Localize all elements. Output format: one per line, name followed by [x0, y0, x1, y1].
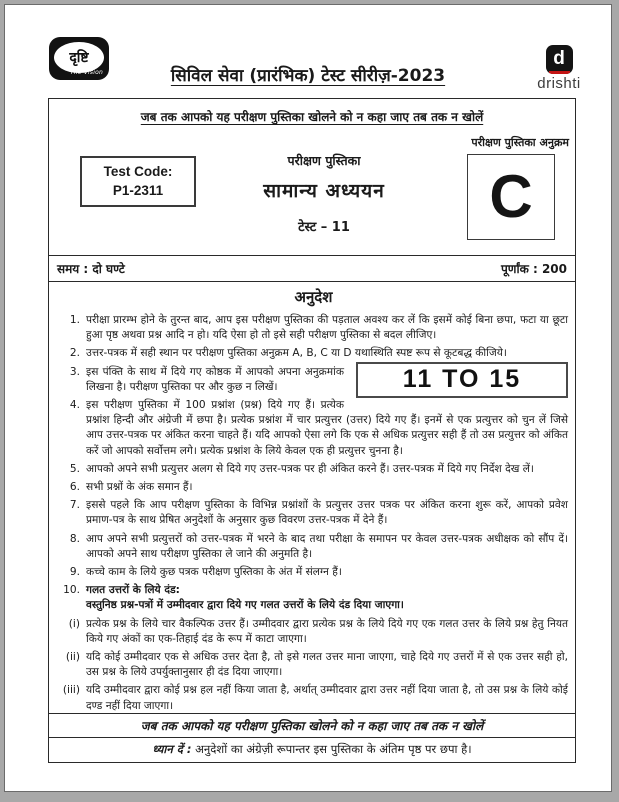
instruction-item: 1. परीक्षा प्रारम्भ होने के तुरन्त बाद, आप इस परीक्षण पुस्तिका की पड़ताल अवश्य कर लें कि इसमें कोई बिना छपा, फटा या छूटा हुआ पृष्ठ अथवा प्रश्न आदि न हो। यदि ऐसा हो तो इसे सही परीक्षण पुस्तिका से बदल लीजिए। — [69, 314, 568, 342]
time-label: समय : दो घण्टे — [57, 262, 125, 276]
instruction-item: 6. सभी प्रश्नों के अंक समान हैं। — [69, 481, 193, 494]
test-code-label: Test Code: — [103, 164, 173, 180]
instructions-section — [49, 282, 575, 713]
instruction-item: 9. कच्चे काम के लिये कुछ पत्रक परीक्षण पुस्तिका के अंत में संलग्न हैं। — [69, 566, 342, 579]
drishti-app-logo — [524, 45, 594, 92]
logo-red-bar — [549, 71, 570, 74]
instruction-item: 8. आप अपने सभी प्रत्युत्तरों को उत्तर-पत्रक में भरने के बाद तथा परीक्षा के समापन पर केवल उत्तर-पत्रक अधीक्षक को सौंप दें। आपको अपने साथ परीक्षण पुस्तिका ले जाने की अनुमति है। — [69, 532, 568, 560]
series-letter: C — [489, 163, 533, 230]
instructions-heading: अनुदेश — [294, 288, 333, 306]
logo-wordmark: दृष्टि — [69, 49, 89, 66]
test-code-box — [80, 156, 196, 207]
subject-title: सामान्य अध्ययन — [263, 180, 385, 202]
booklet-label: परीक्षण पुस्तिका — [287, 153, 361, 168]
booklet-cover-page — [4, 4, 612, 792]
note-label: ध्यान दें : — [152, 742, 192, 756]
marks-label: पूर्णांक : 200 — [500, 262, 567, 276]
cover-main-box — [48, 98, 576, 763]
booklet-title-block — [199, 152, 449, 235]
do-not-open-warning-top: जब तक आपको यह परीक्षण पुस्तिका खोलने को न कहा जाए तब तक न खोलें — [140, 110, 484, 124]
cover-top-section — [49, 99, 575, 255]
penalty-item: (ii) यदि कोई उम्मीदवार एक से अधिक उत्तर देता है, तो इसे गलत उत्तर माना जाएगा, चाहे दिये गए उत्तरों में से एक उत्तर सही हो, उस प्रश्न के लिये उपर्युक्तानुसार ही दंड दिया जाएगा। — [65, 651, 568, 679]
do-not-open-warning-bottom: जब तक आपको यह परीक्षण पुस्तिका खोलने को न कहा जाए तब तक न खोलें — [49, 713, 575, 738]
drishti-vision-logo — [49, 37, 109, 80]
penalty-subheading: वस्तुनिष्ठ प्रश्न-पत्रों में उम्मीदवार द्वारा दिये गए गलत उत्तरों के लिये दंड दिया जाएगा। — [86, 599, 404, 612]
cover-bottom-section — [49, 713, 575, 762]
instruction-item: 11 TO 15 3. इस पंक्ति के साथ में दिये गए कोष्ठक में आपको अपना अनुक्रमांक लिखना है। परीक्षण पुस्तिका पर और कुछ न लिखें। — [59, 365, 568, 395]
penalty-item: (i) प्रत्येक प्रश्न के लिये चार वैकल्पिक उत्तर हैं। उम्मीदवार द्वारा प्रत्येक प्रश्न के लिये दिये गए एक गलत उत्तर के लिये प्रश्न हेतु नियत किये गए अंकों का एक-तिहाई दंड के रूप में काटा जाएगा। — [68, 617, 568, 645]
penalty-heading: गलत उत्तरों के लिये दंड: — [86, 584, 180, 597]
time-marks-band — [49, 255, 575, 282]
test-number: टेस्ट – 11 — [298, 220, 350, 235]
instruction-item-penalty-heading: 10. गलत उत्तरों के लिये दंड: वस्तुनिष्ठ प्रश्न-पत्रों में उम्मीदवार द्वारा दिये गए गलत उत्तरों के लिये दंड दिया जाएगा। — [59, 583, 568, 613]
booklet-series-label: परीक्षण पुस्तिका अनुक्रम — [471, 136, 569, 149]
english-version-note — [49, 738, 575, 762]
drishti-label: drishti — [537, 75, 581, 92]
roll-number-box: 11 TO 15 — [356, 362, 568, 398]
instruction-item: 7. इससे पहले कि आप परीक्षण पुस्तिका के विभिन्न प्रश्नांशों के प्रत्युत्तर उत्तर पत्रक पर अंकित करना शुरू करें, आपको प्रवेश प्रमाण-पत्र के साथ प्रेषित अनुदेशों के अनुसार कुछ विवरण उत्तर-पत्रक में देने हैं। — [69, 499, 568, 527]
instruction-item: 4. इस परीक्षण पुस्तिका में 100 प्रश्नांश (प्रश्न) दिये गए हैं। प्रत्येक प्रश्नांश हिन्दी और अंग्रेजी में छपा है। प्रत्येक प्रश्नांश में चार प्रत्युत्तर (उत्तर) दिये गए हैं। इनमें से एक प्रत्युत्तर को चुन लें जिसे आप उत्तर-पत्रक पर अंकित करना चाहते हैं। यदि आपको ऐसा लगे कि एक से अधिक प्रत्युत्तर सही हैं तो उस प्रत्युत्तर को अंकित करें जो आपको सर्वोत्तम लगे। प्रत्येक प्रश्नांश के लिये केवल एक ही प्रत्युत्तर चुनना है। — [69, 399, 568, 457]
instruction-item: 5. आपको अपने सभी प्रत्युत्तर अलग से दिये गए उत्तर-पत्रक पर ही अंकित करने हैं। उत्तर-पत्रक में दिये गए निर्देश देख लें। — [69, 462, 534, 475]
penalty-item: (iii) यदि उम्मीदवार द्वारा कोई प्रश्न हल नहीं किया जाता है, अर्थात् उम्मीदवार द्वारा उत्तर नहीं दिया जाता है, तो उस प्रश्न के लिये कोई दण्ड नहीं दिया जाएगा। — [62, 684, 568, 712]
note-text: अनुदेशों का अंग्रेज़ी रूपान्तर इस पुस्तिका के अंतिम पृष्ठ पर छपा है। — [195, 742, 472, 756]
test-code-value: P1-2311 — [112, 182, 164, 198]
logo-tagline: The Vision — [69, 69, 103, 76]
drishti-d-icon: d — [546, 45, 573, 74]
series-letter-box — [467, 154, 555, 240]
instruction-item: 2. उत्तर-पत्रक में सही स्थान पर परीक्षण पुस्तिका अनुक्रम A, B, C या D यथास्थिति स्पष्ट रूप से कूटबद्ध कीजिये। — [69, 347, 507, 360]
page-title: सिविल सेवा (प्रारंभिक) टेस्ट सीरीज़-2023 — [170, 66, 446, 86]
instructions-list — [59, 313, 568, 713]
